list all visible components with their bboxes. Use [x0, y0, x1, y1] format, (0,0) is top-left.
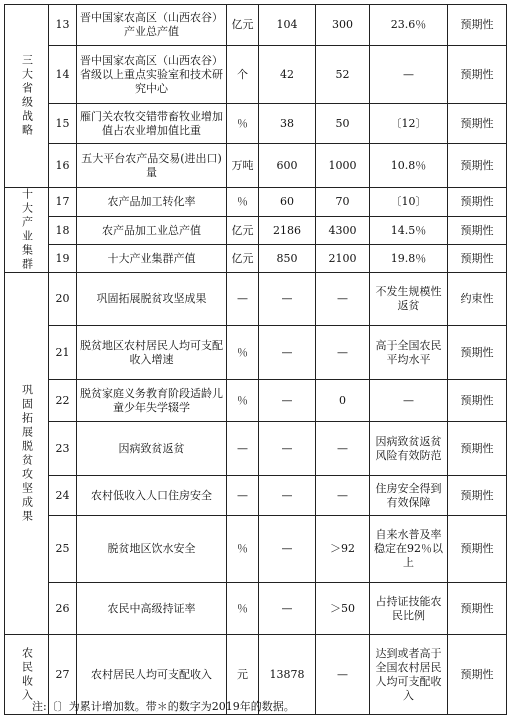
indicator-name: 脱贫地区饮水安全	[77, 516, 227, 583]
indicator-name: 因病致贫返贫	[77, 422, 227, 476]
base-value: —	[259, 422, 316, 476]
nature-cell: 预期性	[448, 326, 507, 380]
unit-cell: ％	[227, 104, 259, 144]
base-value: 38	[259, 104, 316, 144]
table-row	[5, 144, 507, 188]
unit-cell: ％	[227, 516, 259, 583]
nature-cell: 预期性	[448, 104, 507, 144]
row-number: 13	[49, 5, 77, 46]
indicator-name: 晋中国家农高区（山西农谷）省级以上重点实验室和技术研究中心	[77, 46, 227, 104]
table-footnote: 注:〔〕为累计增加数。带＊的数字为2019年的数据。	[32, 700, 295, 713]
target-value: 0	[316, 380, 370, 422]
base-value: —	[259, 583, 316, 635]
nature-cell: 约束性	[448, 273, 507, 326]
indicator-name: 晋中国家农高区（山西农谷）产业总产值	[77, 5, 227, 46]
row-number: 14	[49, 46, 77, 104]
unit-cell: 万吨	[227, 144, 259, 188]
row-number: 25	[49, 516, 77, 583]
growth-cell: —	[370, 46, 448, 104]
row-number: 19	[49, 245, 77, 273]
unit-cell: ％	[227, 188, 259, 217]
category-cell: 农民收入	[5, 635, 49, 715]
unit-cell: 亿元	[227, 245, 259, 273]
growth-cell: —	[370, 380, 448, 422]
nature-cell: 预期性	[448, 5, 507, 46]
indicator-name: 农民中高级持证率	[77, 583, 227, 635]
row-number: 18	[49, 217, 77, 245]
row-number: 23	[49, 422, 77, 476]
row-number: 26	[49, 583, 77, 635]
target-value: —	[316, 635, 370, 715]
target-value: ＞50	[316, 583, 370, 635]
category-cell: 十大产业集群	[5, 188, 49, 273]
unit-cell: ％	[227, 326, 259, 380]
unit-cell: 亿元	[227, 5, 259, 46]
nature-cell: 预期性	[448, 583, 507, 635]
category-cell: 三大省级战略	[5, 5, 49, 188]
growth-cell: 10.8％	[370, 144, 448, 188]
unit-cell: —	[227, 422, 259, 476]
indicator-name: 脱贫家庭义务教育阶段适龄儿童少年失学辍学	[77, 380, 227, 422]
row-number: 21	[49, 326, 77, 380]
indicator-name: 五大平台农产品交易(进出口)量	[77, 144, 227, 188]
nature-cell: 预期性	[448, 245, 507, 273]
indicator-name: 十大产业集群产值	[77, 245, 227, 273]
indicator-name: 雁门关农牧交错带畜牧业增加值占农业增加值比重	[77, 104, 227, 144]
base-value: 104	[259, 5, 316, 46]
table-row	[5, 326, 507, 380]
nature-cell: 预期性	[448, 217, 507, 245]
growth-cell: 自来水普及率稳定在92％以上	[370, 516, 448, 583]
indicator-name: 农产品加工转化率	[77, 188, 227, 217]
nature-cell: 预期性	[448, 46, 507, 104]
nature-cell: 预期性	[448, 144, 507, 188]
nature-cell: 预期性	[448, 380, 507, 422]
table-row	[5, 104, 507, 144]
growth-cell: 不发生规模性返贫	[370, 273, 448, 326]
indicator-name: 农村低收入人口住房安全	[77, 476, 227, 516]
row-number: 17	[49, 188, 77, 217]
target-value: 300	[316, 5, 370, 46]
target-value: —	[316, 476, 370, 516]
nature-cell: 预期性	[448, 635, 507, 715]
growth-cell: 高于全国农民平均水平	[370, 326, 448, 380]
growth-cell: 〔12〕	[370, 104, 448, 144]
table-row	[5, 46, 507, 104]
table-row	[5, 5, 507, 46]
row-number: 24	[49, 476, 77, 516]
base-value: 60	[259, 188, 316, 217]
table-row	[5, 476, 507, 516]
table-row	[5, 516, 507, 583]
target-value: —	[316, 422, 370, 476]
growth-cell: 占持证技能农民比例	[370, 583, 448, 635]
category-cell: 巩固拓展脱贫攻坚成果	[5, 273, 49, 635]
target-value: 50	[316, 104, 370, 144]
base-value: 42	[259, 46, 316, 104]
target-value: 70	[316, 188, 370, 217]
table-row	[5, 188, 507, 217]
indicator-name: 巩固拓展脱贫攻坚成果	[77, 273, 227, 326]
indicator-name: 农村居民人均可支配收入	[77, 635, 227, 715]
nature-cell: 预期性	[448, 476, 507, 516]
indicator-name: 脱贫地区农村居民人均可支配收入增速	[77, 326, 227, 380]
target-value: ＞92	[316, 516, 370, 583]
base-value: 2186	[259, 217, 316, 245]
target-value: —	[316, 273, 370, 326]
growth-cell: 达到或者高于全国农村居民人均可支配收入	[370, 635, 448, 715]
unit-cell: 个	[227, 46, 259, 104]
growth-cell: 14.5％	[370, 217, 448, 245]
target-value: —	[316, 326, 370, 380]
target-value: 2100	[316, 245, 370, 273]
table-row	[5, 217, 507, 245]
target-value: 52	[316, 46, 370, 104]
unit-cell: —	[227, 273, 259, 326]
nature-cell: 预期性	[448, 422, 507, 476]
unit-cell: —	[227, 476, 259, 516]
nature-cell: 预期性	[448, 516, 507, 583]
base-value: 13878	[259, 635, 316, 715]
table-row	[5, 422, 507, 476]
indicator-table	[4, 4, 507, 715]
base-value: 600	[259, 144, 316, 188]
row-number: 22	[49, 380, 77, 422]
table-row	[5, 273, 507, 326]
growth-cell: 住房安全得到有效保障	[370, 476, 448, 516]
table-row	[5, 245, 507, 273]
target-value: 4300	[316, 217, 370, 245]
growth-cell: 因病致贫返贫风险有效防范	[370, 422, 448, 476]
base-value: 850	[259, 245, 316, 273]
table-row	[5, 380, 507, 422]
target-value: 1000	[316, 144, 370, 188]
indicator-name: 农产品加工业总产值	[77, 217, 227, 245]
unit-cell: ％	[227, 583, 259, 635]
growth-cell: 〔10〕	[370, 188, 448, 217]
unit-cell: 亿元	[227, 217, 259, 245]
row-number: 16	[49, 144, 77, 188]
base-value: —	[259, 380, 316, 422]
unit-cell: 元	[227, 635, 259, 715]
row-number: 27	[49, 635, 77, 715]
nature-cell: 预期性	[448, 188, 507, 217]
unit-cell: ％	[227, 380, 259, 422]
growth-cell: 19.8％	[370, 245, 448, 273]
base-value: —	[259, 516, 316, 583]
row-number: 20	[49, 273, 77, 326]
base-value: —	[259, 476, 316, 516]
table-row	[5, 583, 507, 635]
base-value: —	[259, 273, 316, 326]
base-value: —	[259, 326, 316, 380]
row-number: 15	[49, 104, 77, 144]
growth-cell: 23.6％	[370, 5, 448, 46]
